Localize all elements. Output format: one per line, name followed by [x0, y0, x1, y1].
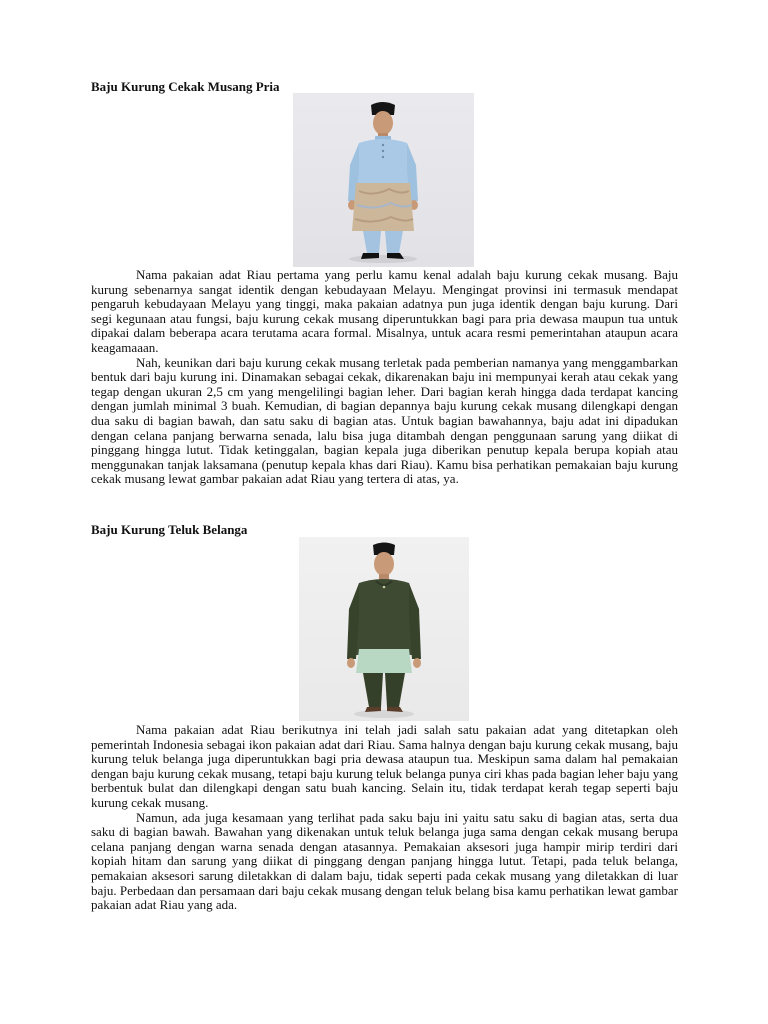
section-body-teluk-belanga	[91, 723, 678, 913]
section-title-teluk-belanga: Baju Kurung Teluk Belanga	[91, 522, 248, 537]
paragraph: Nama pakaian adat Riau berikutnya ini telah jadi salah satu pakaian adat yang ditetapkan oleh pemerintah Indonesia sebagai ikon pakaian adat dari Riau. Sama halnya dengan baju kurung cekak musang, baju kurung teluk belanga juga diperuntukkan bagi pria dewasa ataupun tua. Meskipun sama dalam hal pemakaian dengan baju kurung cekak musang, tetapi baju kurung teluk belanga punya ciri khas pada bagian leher baju yang berbentuk bulat dan dilengkapi dengan satu buah kancing. Selain itu, tidak terdapat kerah tegap seperti baju kurung cekak musang.	[91, 722, 678, 810]
paragraph: Namun, ada juga kesamaan yang terlihat pada saku baju ini yaitu satu saku di bagian atas, serta dua saku di bagian bawah. Bawahan yang dikenakan untuk teluk belanga juga sama dengan cekak musang berupa celana panjang dengan warna senada dengan atasannya. Pemakaian aksesori juga hampir mirip terdiri dari kopiah hitam dan sarung yang diikat di pinggang dengan panjang hingga lutut. Tetapi, pada teluk belanga, pemakaian aksesori sarung diletakkan di dalam baju, tidak seperti pada cekak musang yang diletakkan di luar baju. Perbedaan dan persamaan dari baju cekak musang dengan teluk belang bisa kamu perhatikan lewat gambar pakaian adat Riau yang ada.	[91, 809, 678, 913]
paragraph: Nama pakaian adat Riau pertama yang perlu kamu kenal adalah baju kurung cekak musang. Baju kurung sebenarnya sangat identik dengan kebudayaan Melayu. Mengingat provinsi ini termasuk mendapat pengaruh kebudayaan Melayu yang tinggi, maka pakaian adatnya pun juga identik dengan baju kurung. Dari segi kegunaan atau fungsi, baju kurung cekak musang diperuntukkan bagi para pria dewasa maupun tua untuk dipakai dalam beberapa acara terutama acara formal. Misalnya, untuk acara resmi pemerintahan ataupun acara keagamaaan.	[91, 267, 678, 355]
photo-baju-kurung-teluk-belanga	[299, 537, 469, 721]
photo-baju-kurung-cekak-musang	[293, 93, 474, 267]
section-body-cekak-musang	[91, 268, 678, 487]
paragraph: Nah, keunikan dari baju kurung cekak musang terletak pada pemberian namanya yang menggambarkan bentuk dari baju kurung ini. Dinamakan sebagai cekak, dikarenakan baju ini mempunyai kerah atau cekak yang tegap dengan ukuran 2,5 cm yang mengelilingi bagian leher. Dari bagian kerah hingga dada terdapat kancing dengan jumlah minimal 3 buah. Kemudian, di bagian depannya baju kurung cekak musang dilengkapi dengan dua saku di bagian bawah, dan satu saku di bagian atas. Untuk bagian bawahannya, baju adat ini dipadukan dengan celana panjang berwarna senada, lalu bisa juga ditambah dengan penggunaan sarung yang diikat di pinggang hingga lutut. Tidak ketinggalan, bagian kepala juga diberikan penutup kepala berupa kopiah atau menggunakan tanjak laksamana (penutup kepala khas dari Riau). Kamu bisa perhatikan pemakaian baju kurung cekak musang lewat gambar pakaian adat Riau yang tertera di atas, ya.	[91, 354, 678, 487]
section-title-cekak-musang: Baju Kurung Cekak Musang Pria	[91, 79, 280, 94]
